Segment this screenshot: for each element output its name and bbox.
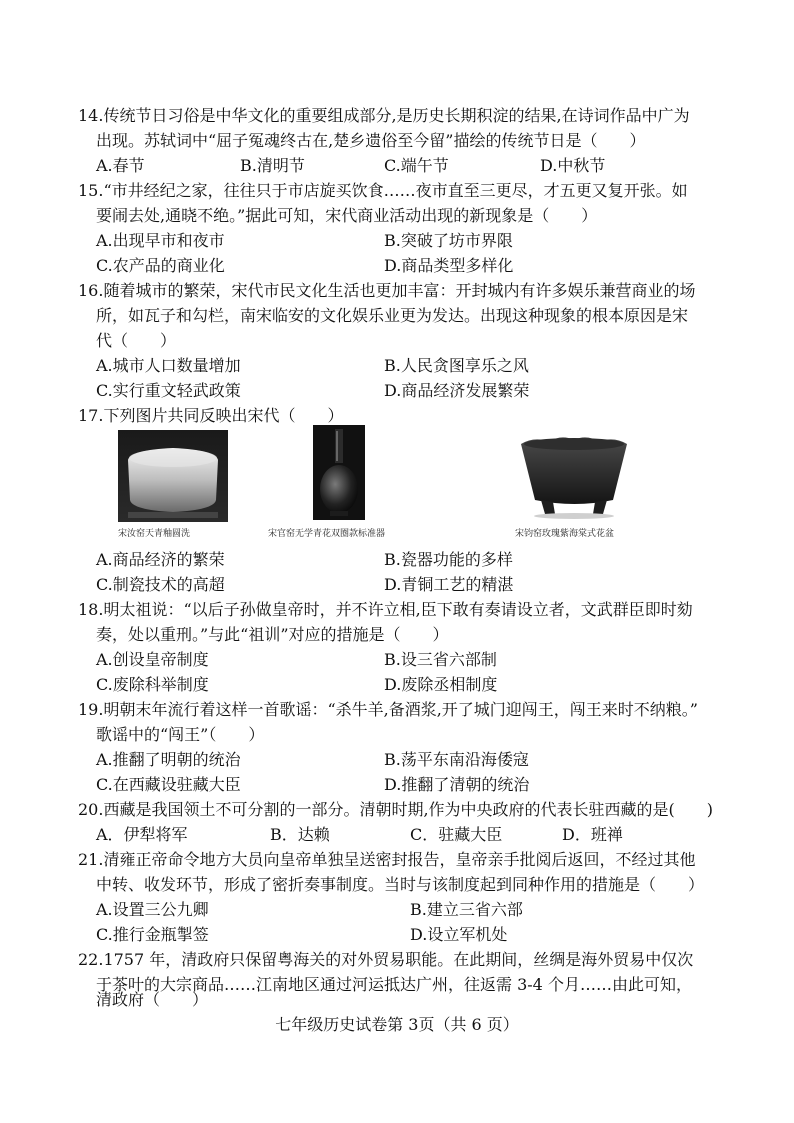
q14-stem-line2: 出现。苏轼词中“屈子冤魂终古在,楚乡遗俗至今留”描绘的传统节日是（ ）	[96, 131, 646, 150]
q16-option-b: B.人民贪图享乐之风	[384, 356, 529, 375]
q16-option-a: A.城市人口数量增加	[96, 356, 241, 375]
q16-stem-line2: 所，如瓦子和勾栏，南宋临安的文化娱乐业更为发达。出现这种现象的根本原因是宋	[96, 306, 689, 325]
q20-option-a: A．伊犁将军	[96, 825, 188, 844]
q18-option-a: A.创设皇帝制度	[96, 650, 209, 669]
q16-stem-line3: 代（ ）	[96, 331, 177, 350]
q14-option-a: A.春节	[96, 156, 145, 175]
q20-option-d: D．班禅	[562, 825, 623, 844]
q20-option-b: B．达赖	[270, 825, 330, 844]
q19-option-c: C.在西藏设驻藏大臣	[96, 775, 241, 794]
q15-option-a: A.出现早市和夜市	[96, 231, 225, 250]
q15-stem-line2: 要闹去处,通晓不绝。”据此可知，宋代商业活动出现的新现象是（ ）	[96, 206, 598, 225]
q21-stem-line2: 中转、收发环节，形成了密折奏事制度。当时与该制度起到同种作用的措施是（ ）	[96, 875, 705, 894]
q14-option-b: B.清明节	[240, 156, 305, 175]
jun-ware-caption: 宋钧窑玫瑰紫海棠式花盆	[515, 529, 615, 539]
q15-option-c: C.农产品的商业化	[96, 256, 225, 275]
q17-option-d: D.青铜工艺的精湛	[384, 575, 514, 594]
ru-ware-caption: 宋汝窑天青釉圆洗	[118, 529, 191, 539]
q20-option-c: C．驻藏大臣	[410, 825, 503, 844]
q21-option-c: C.推行金瓶掣签	[96, 925, 209, 944]
q19-option-d: D.推翻了清朝的统治	[384, 775, 530, 794]
ru-ware-washer-image	[118, 430, 228, 522]
q21-option-b: B.建立三省六部	[410, 900, 523, 919]
q21-option-d: D.设立军机处	[410, 925, 508, 944]
q17-option-a: A.商品经济的繁荣	[96, 550, 225, 569]
q20-stem-line1: 20.西藏是我国领土不可分割的一部分。清朝时期,作为中央政府的代表长驻西藏的是( )	[78, 800, 714, 819]
q16-option-c: C.实行重文轻武政策	[96, 381, 241, 400]
q22-stem-line3: 清政府（ ）	[96, 990, 209, 1009]
q17-stem-line1: 17.下列图片共同反映出宋代（ ）	[78, 406, 344, 425]
q18-option-c: C.废除科举制度	[96, 675, 209, 694]
q22-stem-line2: 于茶叶的大宗商品……江南地区通过河运抵达广州，往返需 3-4 个月……由此可知，	[96, 975, 692, 994]
q18-option-b: B.设三省六部制	[384, 650, 497, 669]
page-footer: 七年级历史试卷第 3页（共 6 页）	[275, 1015, 519, 1034]
q15-option-b: B.突破了坊市界限	[384, 231, 513, 250]
q21-stem-line1: 21.清雍正帝命令地方大员向皇帝单独呈送密封报告，皇帝亲手批阅后返回，不经过其他	[78, 850, 696, 869]
q18-stem-line1: 18.明太祖说：“以后子孙做皇帝时，并不许立相,臣下敢有奏请设立者，文武群臣即时劾	[78, 600, 693, 619]
q16-stem-line1: 16.随着城市的繁荣，宋代市民文化生活也更加丰富：开封城内有许多娱乐兼营商业的场	[78, 281, 696, 300]
guan-ware-caption: 宋官窑无学青花双圈款标准器	[268, 529, 386, 539]
q19-stem-line2: 歌谣中的“闯王”（ ）	[96, 725, 265, 744]
q14-option-c: C.端午节	[384, 156, 449, 175]
q21-option-a: A.设置三公九卿	[96, 900, 209, 919]
jun-ware-flowerpot-image	[515, 430, 633, 522]
q16-option-d: D.商品经济发展繁荣	[384, 381, 530, 400]
q19-stem-line1: 19.明朝末年流行着这样一首歌谣：“杀牛羊,备酒浆,开了城门迎闯王，闯王来时不纳粮。”	[78, 700, 698, 719]
q15-option-d: D.商品类型多样化	[384, 256, 514, 275]
q17-option-c: C.制瓷技术的高超	[96, 575, 225, 594]
q14-stem-line1: 14.传统节日习俗是中华文化的重要组成部分,是历史长期积淀的结果,在诗词作品中广为	[78, 106, 690, 125]
q22-stem-line1: 22.1757 年，清政府只保留粤海关的对外贸易职能。在此期间，丝绸是海外贸易中仅次	[78, 950, 694, 969]
q14-option-d: D.中秋节	[540, 156, 606, 175]
q18-stem-line2: 奏，处以重刑。”与此“祖训”对应的措施是（ ）	[96, 625, 449, 644]
q19-option-a: A.推翻了明朝的统治	[96, 750, 241, 769]
q17-option-b: B.瓷器功能的多样	[384, 550, 513, 569]
guan-ware-vase-image	[313, 425, 365, 520]
q15-stem-line1: 15.“市井经纪之家，往往只于市店旋买饮食……夜市直至三更尽，才五更又复开张。如	[78, 181, 688, 200]
q19-option-b: B.荡平东南沿海倭寇	[384, 750, 529, 769]
q18-option-d: D.废除丞相制度	[384, 675, 498, 694]
